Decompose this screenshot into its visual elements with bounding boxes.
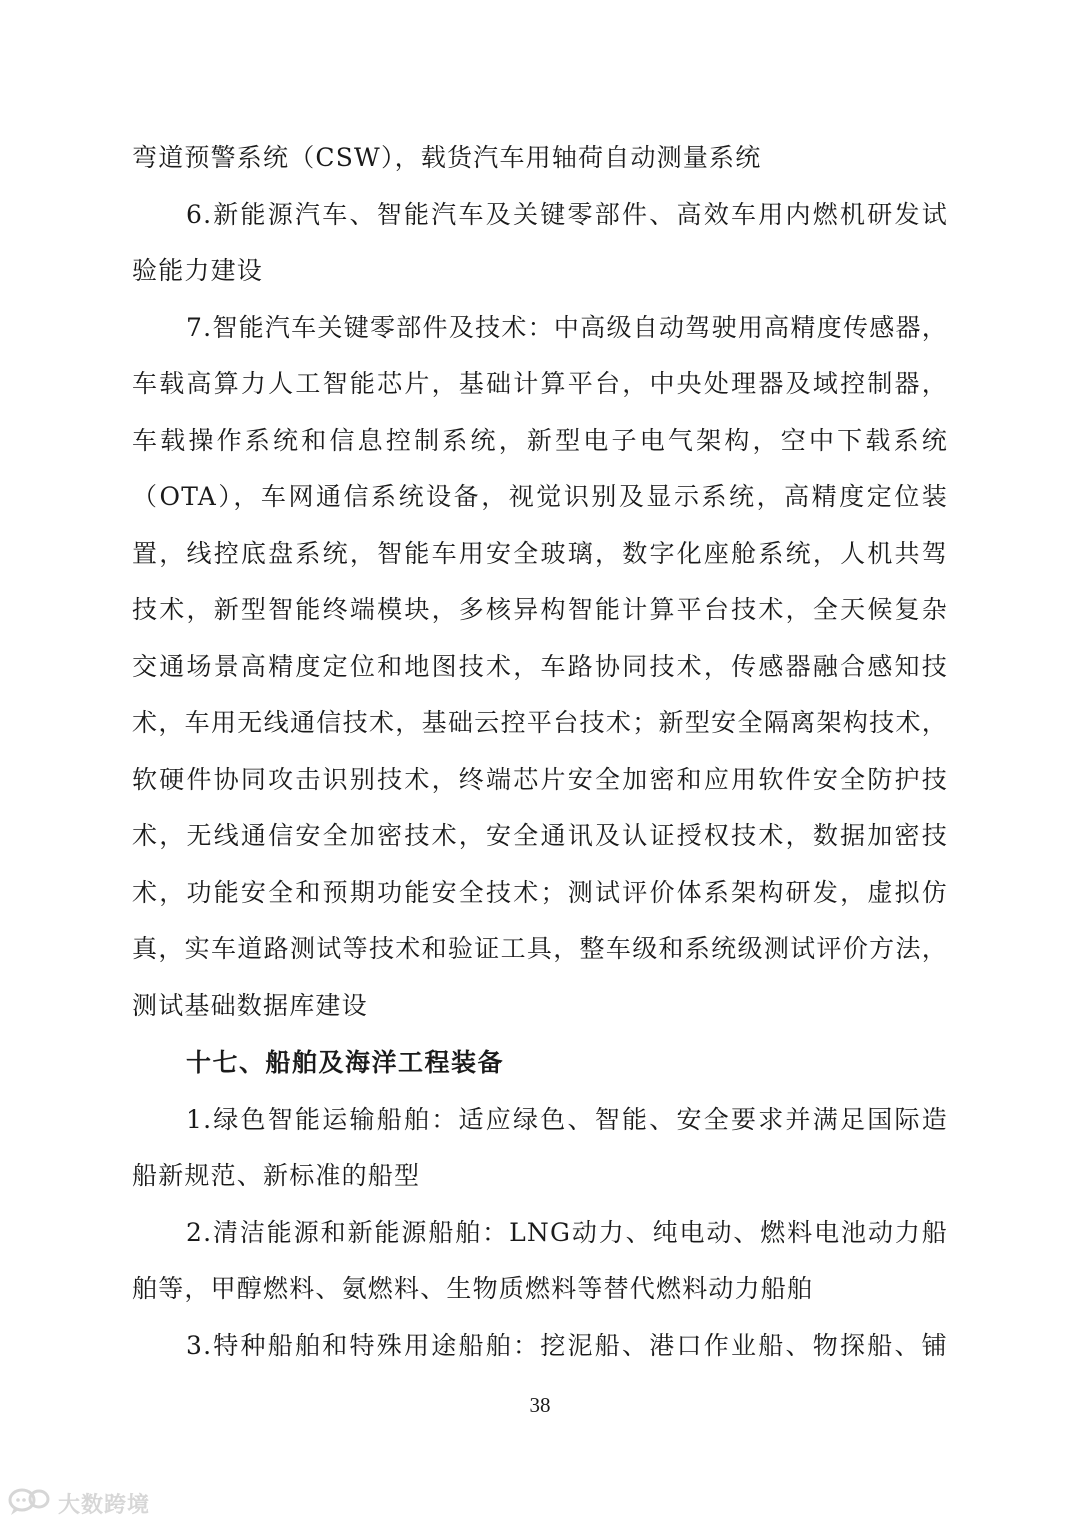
body-line-21: 舶等，甲醇燃料、氨燃料、生物质燃料等替代燃料动力船舶 <box>132 1274 814 1303</box>
body-line-20: 2.清洁能源和新能源船舶：LNG动力、纯电动、燃料电池动力船 <box>186 1218 948 1247</box>
body-line-16: 测试基础数据库建设 <box>132 991 368 1020</box>
body-line-19: 船新规范、新标准的船型 <box>132 1161 421 1190</box>
section-heading: 十七、船舶及海洋工程装备 <box>186 1048 505 1077</box>
body-line-14: 术，功能安全和预期功能安全技术；测试评价体系架构研发，虚拟仿 <box>132 878 948 907</box>
watermark <box>8 1487 150 1519</box>
body-line-13: 术，无线通信安全加密技术，安全通讯及认证授权技术，数据加密技 <box>132 821 948 850</box>
body-line-4: 7.智能汽车关键零部件及技术：中高级自动驾驶用高精度传感器， <box>186 313 948 342</box>
body-line-9: 技术，新型智能终端模块，多核异构智能计算平台技术，全天候复杂 <box>132 595 948 624</box>
body-line-12: 软硬件协同攻击识别技术，终端芯片安全加密和应用软件安全防护技 <box>132 765 948 794</box>
body-line-7: （OTA），车网通信系统设备，视觉识别及显示系统，高精度定位装 <box>132 482 948 511</box>
body-line-18: 1.绿色智能运输船舶：适应绿色、智能、安全要求并满足国际造 <box>186 1105 948 1134</box>
body-line-15: 真，实车道路测试等技术和验证工具，整车级和系统级测试评价方法， <box>132 934 948 963</box>
body-line-3: 验能力建设 <box>132 256 264 285</box>
body-line-22: 3.特种船舶和特殊用途船舶：挖泥船、港口作业船、物探船、铺 <box>186 1331 948 1360</box>
watermark-text: 大数跨境 <box>58 1492 151 1518</box>
page-number: 38 <box>529 1393 551 1417</box>
body-line-5: 车载高算力人工智能芯片，基础计算平台，中央处理器及域控制器， <box>132 369 948 398</box>
body-line-6: 车载操作系统和信息控制系统，新型电子电气架构，空中下载系统 <box>132 426 948 455</box>
body-line-2: 6.新能源汽车、智能汽车及关键零部件、高效车用内燃机研发试 <box>186 200 948 229</box>
body-line-11: 术，车用无线通信技术，基础云控平台技术；新型安全隔离架构技术， <box>132 708 948 737</box>
body-line-10: 交通场景高精度定位和地图技术，车路协同技术，传感器融合感知技 <box>132 652 948 681</box>
chat-bubble-logo-icon <box>8 1486 54 1520</box>
body-line-8: 置，线控底盘系统，智能车用安全玻璃，数字化座舱系统，人机共驾 <box>132 539 948 568</box>
body-line-1: 弯道预警系统（CSW），载货汽车用轴荷自动测量系统 <box>132 143 762 172</box>
